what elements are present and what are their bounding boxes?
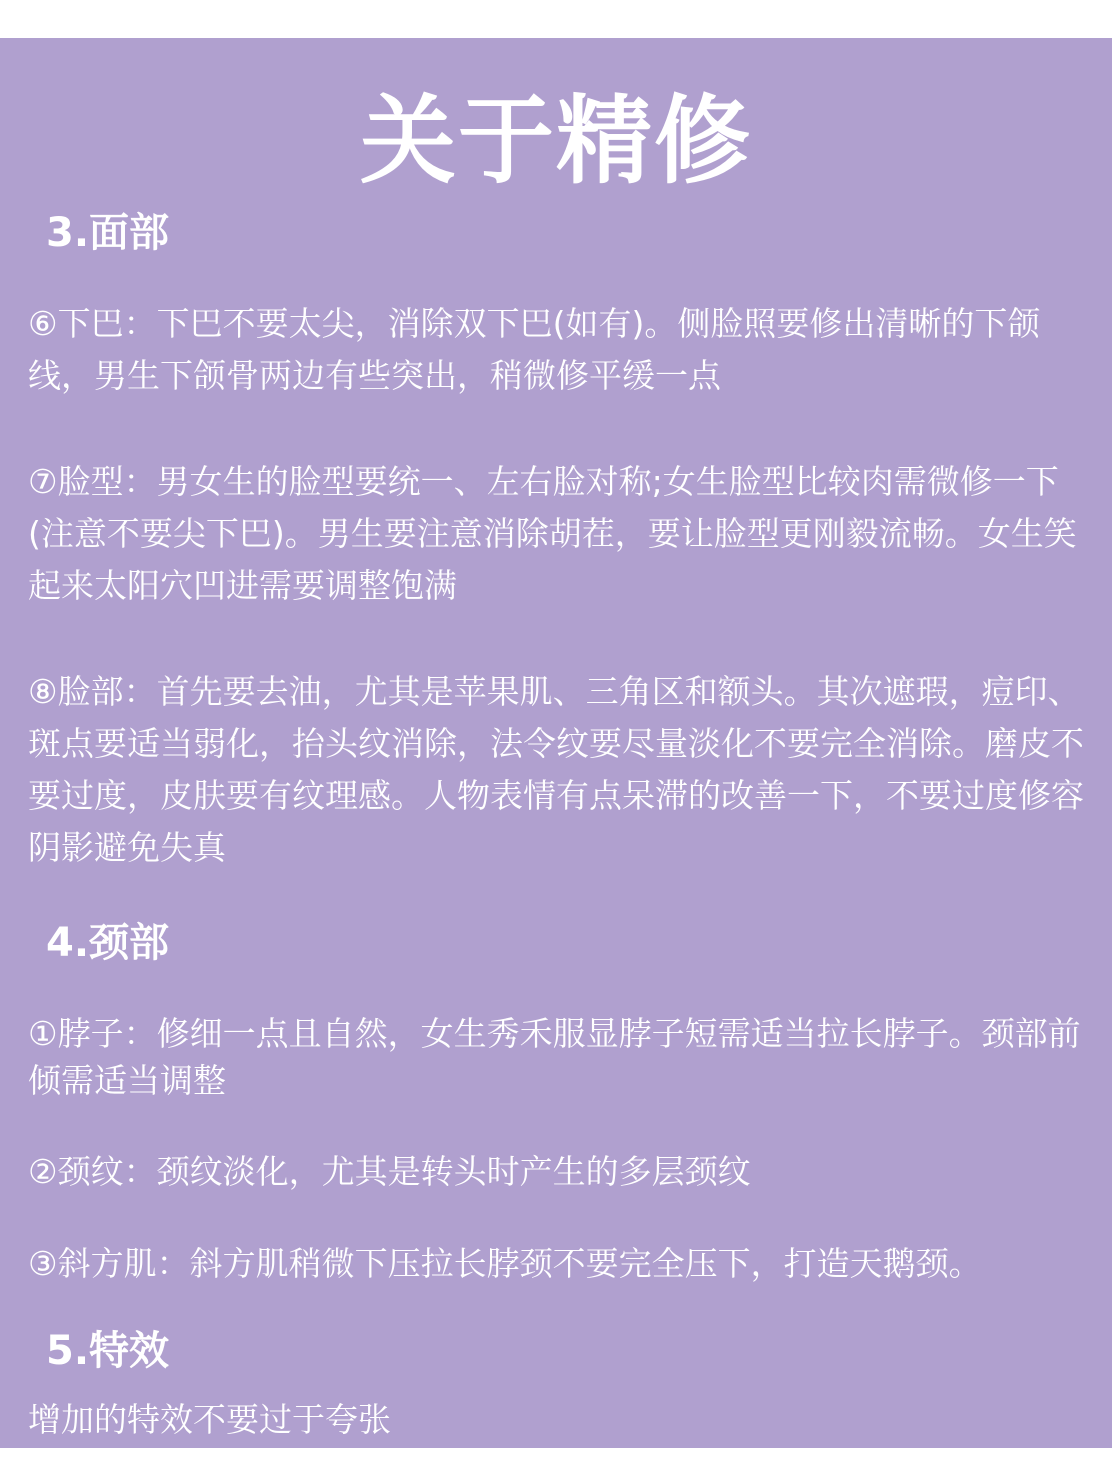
paragraph-chin: ⑥下巴：下巴不要太尖，消除双下巴(如有)。侧脸照要修出清晰的下颌线，男生下颌骨两边有些突出，稍微修平缓一点 — [28, 304, 1041, 395]
section-heading-neck: 4.颈部 — [46, 920, 170, 966]
paragraph-neck: ①脖子：修细一点且自然，女生秀禾服显脖子短需适当拉长脖子。颈部前倾需适当调整 — [28, 1014, 1081, 1100]
section-heading-effects: 5.特效 — [46, 1328, 170, 1374]
content-card — [0, 38, 1112, 1448]
paragraph-facial-skin: ⑧脸部：首先要去油，尤其是苹果肌、三角区和额头。其次遮瑕，痘印、斑点要适当弱化，抬头纹消除，法令纹要尽量淡化不要完全消除。磨皮不要过度，皮肤要有纹理感。人物表情有点呆滞的改善一下，不要过度修容阴影避免失真 — [28, 672, 1084, 867]
paragraph-face-shape: ⑦脸型：男女生的脸型要统一、左右脸对称;女生脸型比较肉需微修一下(注意不要尖下巴)。男生要注意消除胡茬，要让脸型更刚毅流畅。女生笑起来太阳穴凹进需要调整饱满 — [28, 462, 1077, 605]
paragraph-trapezius: ③斜方肌：斜方肌稍微下压拉长脖颈不要完全压下，打造天鹅颈。 — [28, 1244, 982, 1283]
paragraph-neck-lines: ②颈纹：颈纹淡化，尤其是转头时产生的多层颈纹 — [28, 1152, 751, 1191]
paragraph-effects: 增加的特效不要过于夸张 — [28, 1400, 391, 1439]
section-heading-face: 3.面部 — [46, 210, 170, 256]
page-title: 关于精修 — [360, 85, 752, 197]
